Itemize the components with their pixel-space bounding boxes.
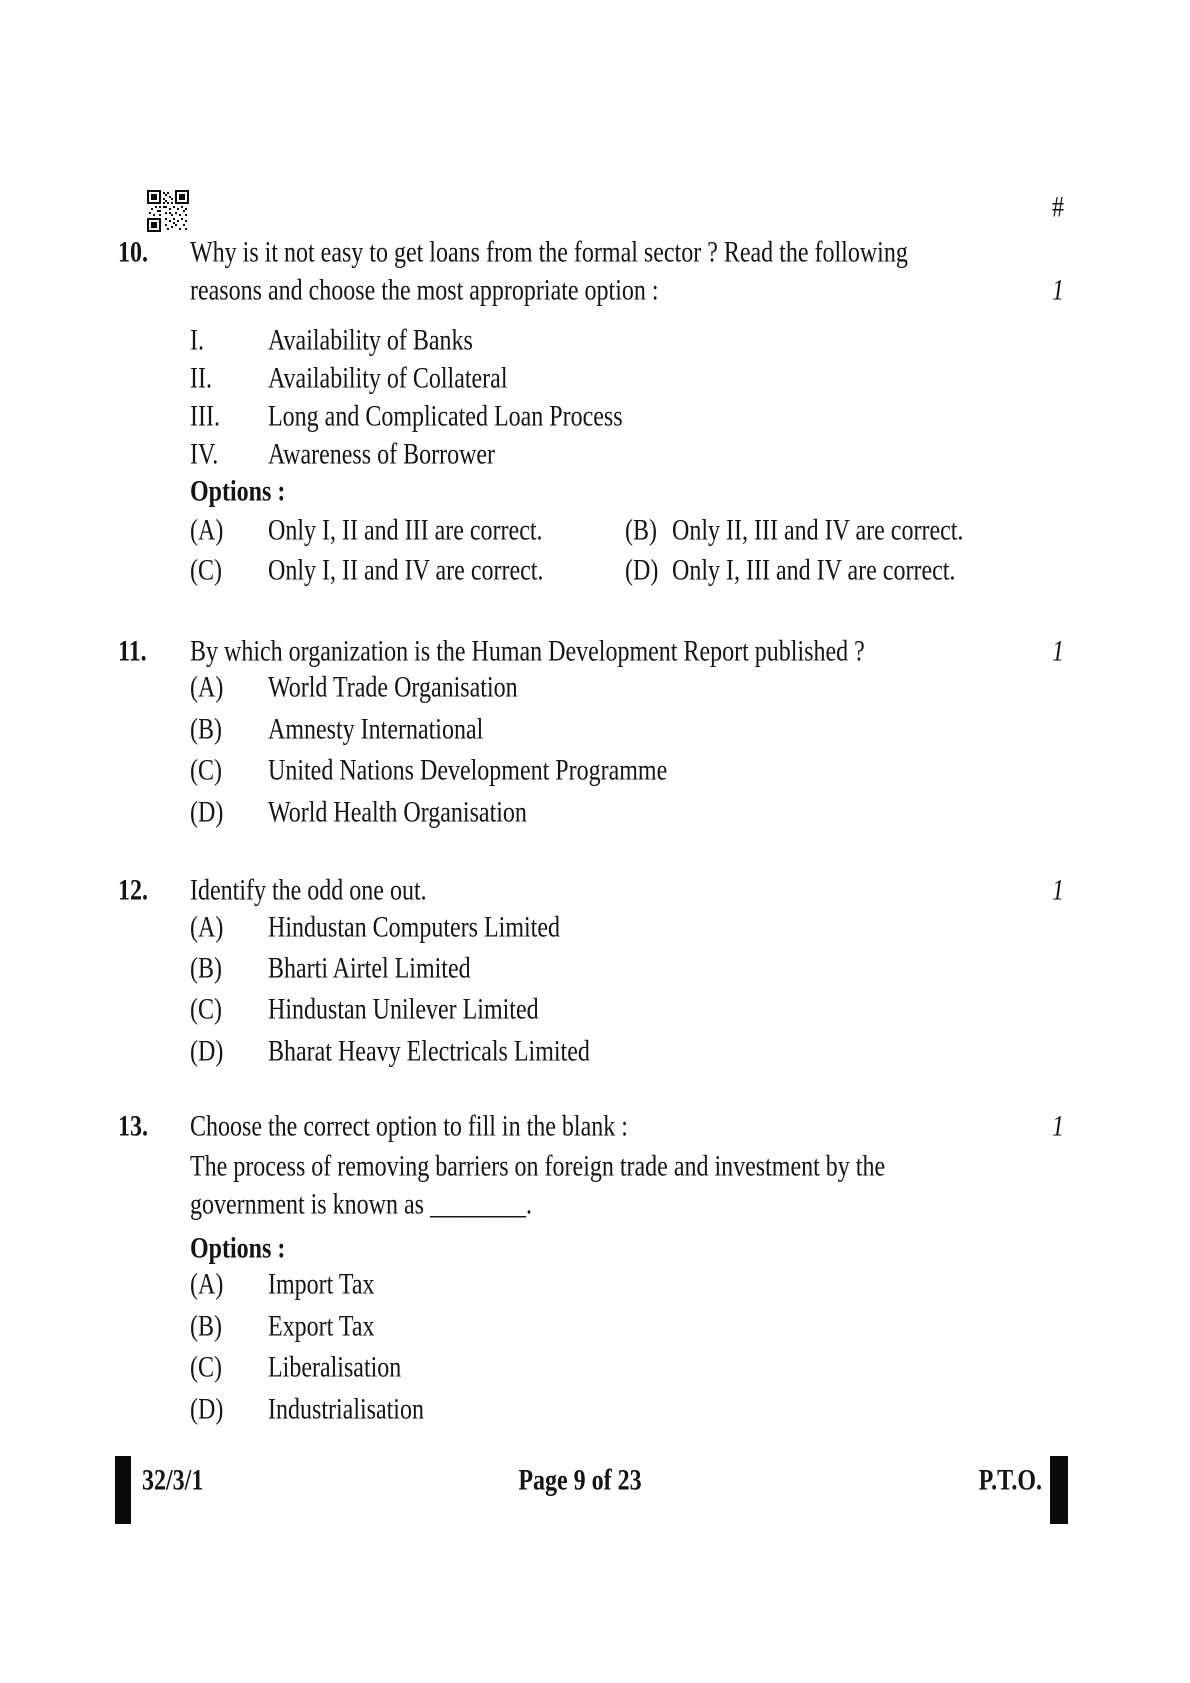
question-10-options-heading bbox=[0, 474, 1190, 511]
question-13-option bbox=[0, 1392, 1190, 1429]
question-13-option bbox=[0, 1267, 1190, 1304]
question-10-list-item bbox=[0, 437, 1190, 474]
question-11-option bbox=[0, 712, 1190, 749]
question-11-line-1 bbox=[0, 634, 1190, 671]
question-12-option bbox=[0, 992, 1190, 1029]
option-label: (B) bbox=[190, 1311, 222, 1343]
hash-mark: # bbox=[1052, 192, 1064, 224]
question-12-option bbox=[0, 1034, 1190, 1071]
question-11-option bbox=[0, 753, 1190, 790]
option-label: (D) bbox=[190, 1036, 224, 1068]
list-item-text: Awareness of Borrower bbox=[268, 439, 496, 471]
question-10-line-2 bbox=[0, 273, 1190, 310]
option-label: (C) bbox=[190, 1352, 222, 1384]
question-13-options-heading bbox=[0, 1231, 1190, 1268]
question-13-line-1 bbox=[0, 1109, 1190, 1146]
question-13-option bbox=[0, 1309, 1190, 1346]
option-text: World Health Organisation bbox=[268, 797, 527, 829]
option-text: Only I, III and IV are correct. bbox=[672, 555, 956, 587]
question-11-option bbox=[0, 670, 1190, 707]
option-label: (C) bbox=[190, 994, 222, 1026]
marks-value: 1 bbox=[1052, 636, 1064, 668]
option-label: (B) bbox=[625, 515, 657, 547]
option-text: Export Tax bbox=[268, 1311, 375, 1343]
option-text: United Nations Development Programme bbox=[268, 755, 668, 787]
option-text: Hindustan Unilever Limited bbox=[268, 994, 539, 1026]
question-body-text: government is known as ________. bbox=[190, 1189, 532, 1221]
list-numeral: II. bbox=[190, 363, 212, 395]
option-label: (A) bbox=[190, 515, 224, 547]
question-13-option bbox=[0, 1350, 1190, 1387]
list-item-text: Availability of Banks bbox=[268, 325, 473, 357]
option-label: (C) bbox=[190, 555, 222, 587]
marks-value: 1 bbox=[1052, 1111, 1064, 1143]
question-text: By which organization is the Human Development Report published ? bbox=[190, 636, 865, 668]
page-header-row bbox=[0, 190, 1190, 227]
question-number: 10. bbox=[118, 237, 148, 269]
option-label: (B) bbox=[190, 953, 222, 985]
question-12-option bbox=[0, 910, 1190, 947]
option-text: Liberalisation bbox=[268, 1352, 402, 1384]
option-text: Bharat Heavy Electricals Limited bbox=[268, 1036, 590, 1068]
option-text: Only I, II and III are correct. bbox=[268, 515, 543, 547]
question-text: Choose the correct option to fill in the blank : bbox=[190, 1111, 628, 1143]
option-text: Only I, II and IV are correct. bbox=[268, 555, 544, 587]
list-numeral: I. bbox=[190, 325, 204, 357]
option-text: Hindustan Computers Limited bbox=[268, 912, 560, 944]
question-10-list-item bbox=[0, 399, 1190, 436]
question-text: Identify the odd one out. bbox=[190, 875, 427, 907]
option-text: Amnesty International bbox=[268, 714, 484, 746]
list-item-text: Long and Complicated Loan Process bbox=[268, 401, 623, 433]
paper-code: 32/3/1 bbox=[142, 1465, 204, 1497]
question-12-line-1 bbox=[0, 873, 1190, 910]
option-label: (A) bbox=[190, 1269, 224, 1301]
page-number: Page 9 of 23 bbox=[518, 1465, 642, 1497]
option-label: (B) bbox=[190, 714, 222, 746]
question-13-body-line bbox=[0, 1149, 1190, 1186]
question-10-list-item bbox=[0, 361, 1190, 398]
list-item-text: Availability of Collateral bbox=[268, 363, 508, 395]
option-label: (D) bbox=[190, 1394, 224, 1426]
question-number: 11. bbox=[118, 636, 147, 668]
question-number: 13. bbox=[118, 1111, 148, 1143]
list-numeral: III. bbox=[190, 401, 220, 433]
option-label: (C) bbox=[190, 755, 222, 787]
option-text: Only II, III and IV are correct. bbox=[672, 515, 964, 547]
question-body-text: The process of removing barriers on foreign trade and investment by the bbox=[190, 1151, 886, 1183]
options-heading: Options : bbox=[190, 1233, 286, 1265]
question-text: Why is it not easy to get loans from the formal sector ? Read the following bbox=[190, 237, 908, 269]
question-number: 12. bbox=[118, 875, 148, 907]
option-label: (A) bbox=[190, 672, 224, 704]
question-13-body-line bbox=[0, 1187, 1190, 1224]
option-label: (D) bbox=[625, 555, 659, 587]
marks-value: 1 bbox=[1052, 275, 1064, 307]
question-10-options-row-1 bbox=[0, 513, 1190, 550]
question-10-line-1 bbox=[0, 235, 1190, 272]
option-text: World Trade Organisation bbox=[268, 672, 518, 704]
question-10-list-item bbox=[0, 323, 1190, 360]
option-text: Bharti Airtel Limited bbox=[268, 953, 471, 985]
options-heading: Options : bbox=[190, 476, 286, 508]
question-text: reasons and choose the most appropriate option : bbox=[190, 275, 659, 307]
question-11-option bbox=[0, 795, 1190, 832]
option-text: Industrialisation bbox=[268, 1394, 424, 1426]
question-10-options-row-2 bbox=[0, 553, 1190, 590]
marks-value: 1 bbox=[1052, 875, 1064, 907]
list-numeral: IV. bbox=[190, 439, 219, 471]
option-label: (A) bbox=[190, 912, 224, 944]
question-12-option bbox=[0, 951, 1190, 988]
pto-label: P.T.O. bbox=[978, 1465, 1042, 1497]
option-text: Import Tax bbox=[268, 1269, 375, 1301]
page-footer bbox=[0, 1463, 1190, 1500]
option-label: (D) bbox=[190, 797, 224, 829]
